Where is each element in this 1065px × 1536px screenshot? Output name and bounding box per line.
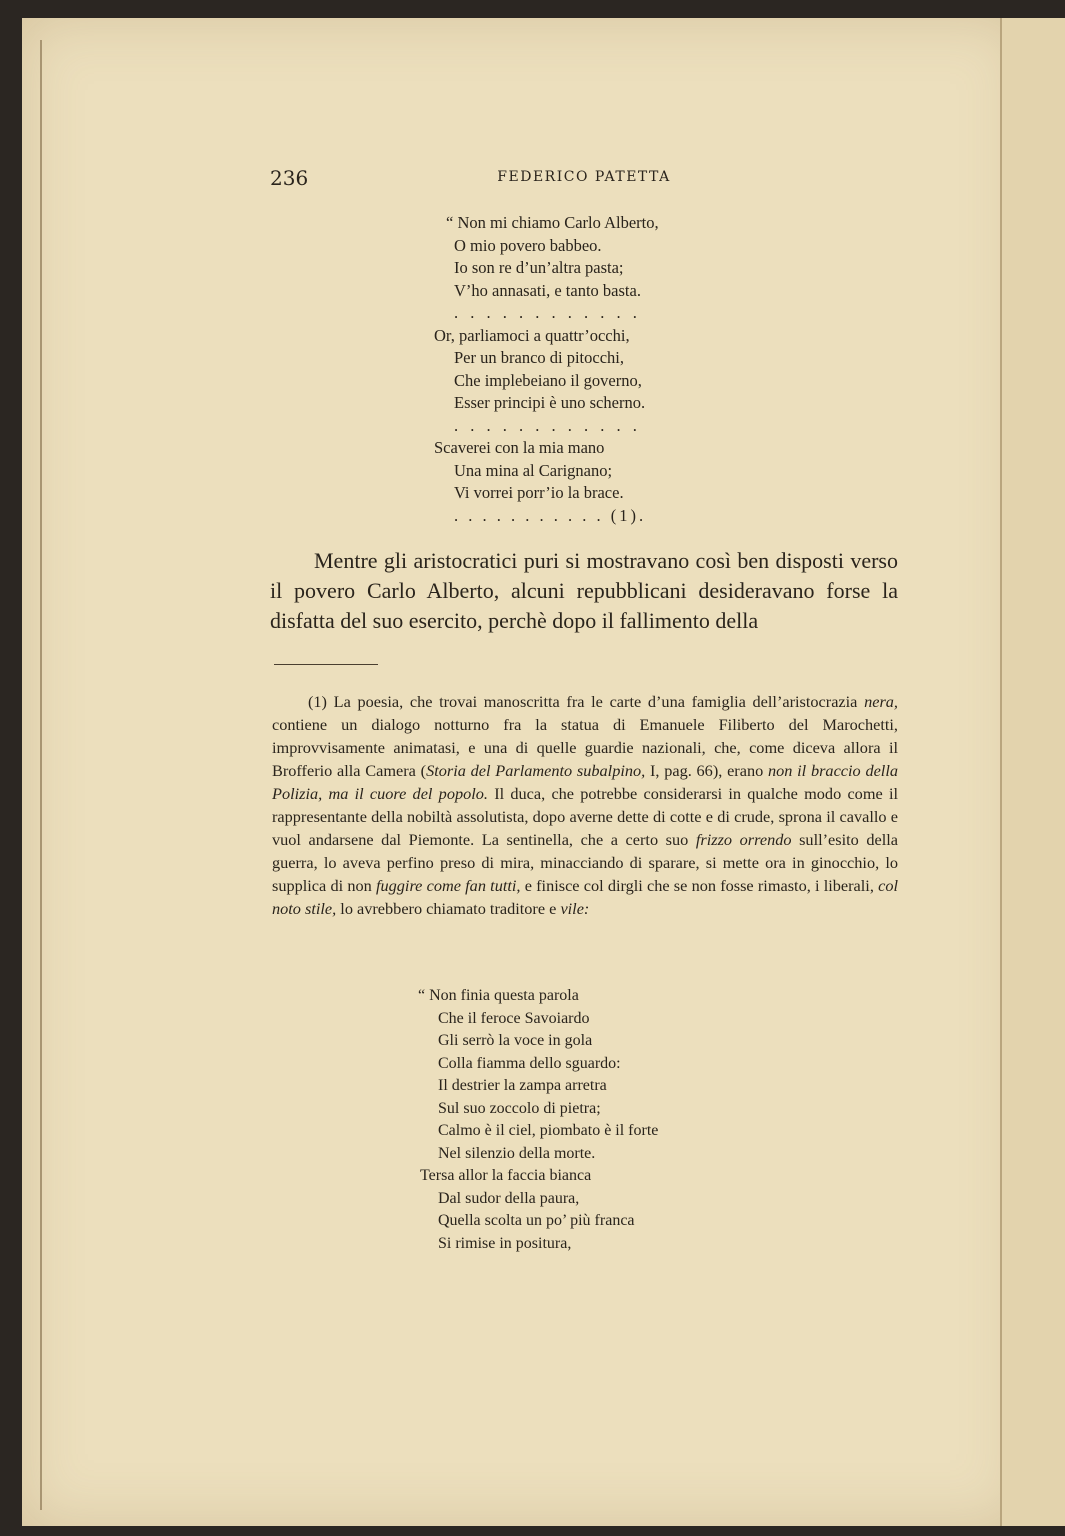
footnote-text: (1) La poesia, che trovai manoscritta fra le carte d’una famiglia dell’aristocrazia xyxy=(308,692,865,711)
footnote-italic: Storia del Parlamento subalpino, xyxy=(426,761,646,780)
verse-line: Si rimise in positura, xyxy=(438,1234,572,1252)
footnote-rule xyxy=(274,664,378,665)
footnote xyxy=(272,690,898,920)
verse-line: Esser principi è uno scherno. xyxy=(454,393,646,412)
verse-line: Colla fiamma dello sguardo: xyxy=(438,1054,621,1072)
verse-line: Dal sudor della paura, xyxy=(438,1189,580,1207)
verse-line: Tersa allor la faccia bianca xyxy=(420,1167,592,1184)
verse-line: Per un branco di pitocchi, xyxy=(454,348,624,367)
footnote-italic: vile: xyxy=(560,899,590,918)
page-header xyxy=(270,166,898,192)
verse-line: Una mina al Carignano; xyxy=(454,460,613,480)
verse-line: “ Non finia questa parola xyxy=(418,987,579,1004)
ellipsis-line: . . . . . . . . . . . . xyxy=(454,415,641,435)
footnote-text: Il duca, che potrebbe considerarsi in qualche modo come il rappresentante della nobiltà assolutista, dopo averne dette di cotte e di crude, sprona il cavallo e vuol andarsene dal Piemonte. La sentinella, che a certo suo xyxy=(272,784,898,849)
verse-line: Che implebeiano il governo, xyxy=(454,370,642,390)
verse-line: Quella scolta un po’ più franca xyxy=(438,1212,635,1229)
footnote-italic: frizzo orrendo xyxy=(695,830,792,849)
verse-line: Or, parliamoci a quattr’occhi, xyxy=(434,325,630,345)
footnote-italic: col noto stile, xyxy=(272,876,898,918)
verse-line: Sul suo zoccolo di pietra; xyxy=(438,1099,601,1117)
footnote-text: sull’esito della guerra, lo aveva perfino preso di mira, minacciando di sparare, si mette ora in ginocchio, lo supplica di non xyxy=(272,830,899,895)
next-page-edge xyxy=(1000,18,1065,1526)
running-title: FEDERICO PATETTA xyxy=(497,169,671,185)
footnote-text: I, pag. 66), erano xyxy=(645,761,768,780)
footnote-italic: nera, xyxy=(864,692,898,711)
verse-line: Il destrier la zampa arretra xyxy=(438,1077,607,1094)
verse-line: Nel silenzio della morte. xyxy=(438,1144,596,1162)
verse-line: Scaverei con la mia mano xyxy=(434,438,605,457)
page-number: 236 xyxy=(270,166,309,190)
body-paragraph: Mentre gli aristocratici puri si mostravano così ben disposti verso il povero Carlo Alberto, alcuni repubblicani desideravano forse la disfatta del suo esercito, perchè dopo il fallimento della xyxy=(270,548,898,633)
verse-top xyxy=(434,212,659,527)
verse-bottom xyxy=(418,985,658,1255)
verse-line: Vi vorrei porr’io la brace. xyxy=(454,483,624,502)
footnote-italic: non il braccio della Polizia, ma il cuore del popolo. xyxy=(272,761,898,803)
verse-line: “ Non mi chiamo Carlo Alberto, xyxy=(446,213,659,232)
ellipsis-line: . . . . . . . . . . . . xyxy=(454,303,641,322)
verse-line: O mio povero babbeo. xyxy=(454,235,602,255)
ellipsis-line: . . . . . . . . . . . (1). xyxy=(454,505,647,525)
binding-line xyxy=(40,40,42,1510)
footnote-text: lo avrebbero chiamato traditore e xyxy=(336,899,561,918)
footnote-text: contiene un dialogo notturno fra la statua di Emanuele Filiberto del Marochetti, improvvisamente animatasi, e una di quelle guardie nazionali, che, come diceva allora il Brofferio alla Camera ( xyxy=(272,715,898,780)
verse-line: Io son re d’un’altra pasta; xyxy=(454,258,624,277)
footnote-italic: fuggire come fan tutti, xyxy=(375,876,521,895)
verse-line: V’ho annasati, e tanto basta. xyxy=(454,280,641,300)
verse-line: Gli serrò la voce in gola xyxy=(438,1032,593,1049)
footnote-text: e finisce col dirgli che se non fosse rimasto, i liberali, xyxy=(520,876,879,895)
verse-line: Che il feroce Savoiardo xyxy=(438,1009,590,1027)
verse-line: Calmo è il ciel, piombato è il forte xyxy=(438,1122,659,1139)
